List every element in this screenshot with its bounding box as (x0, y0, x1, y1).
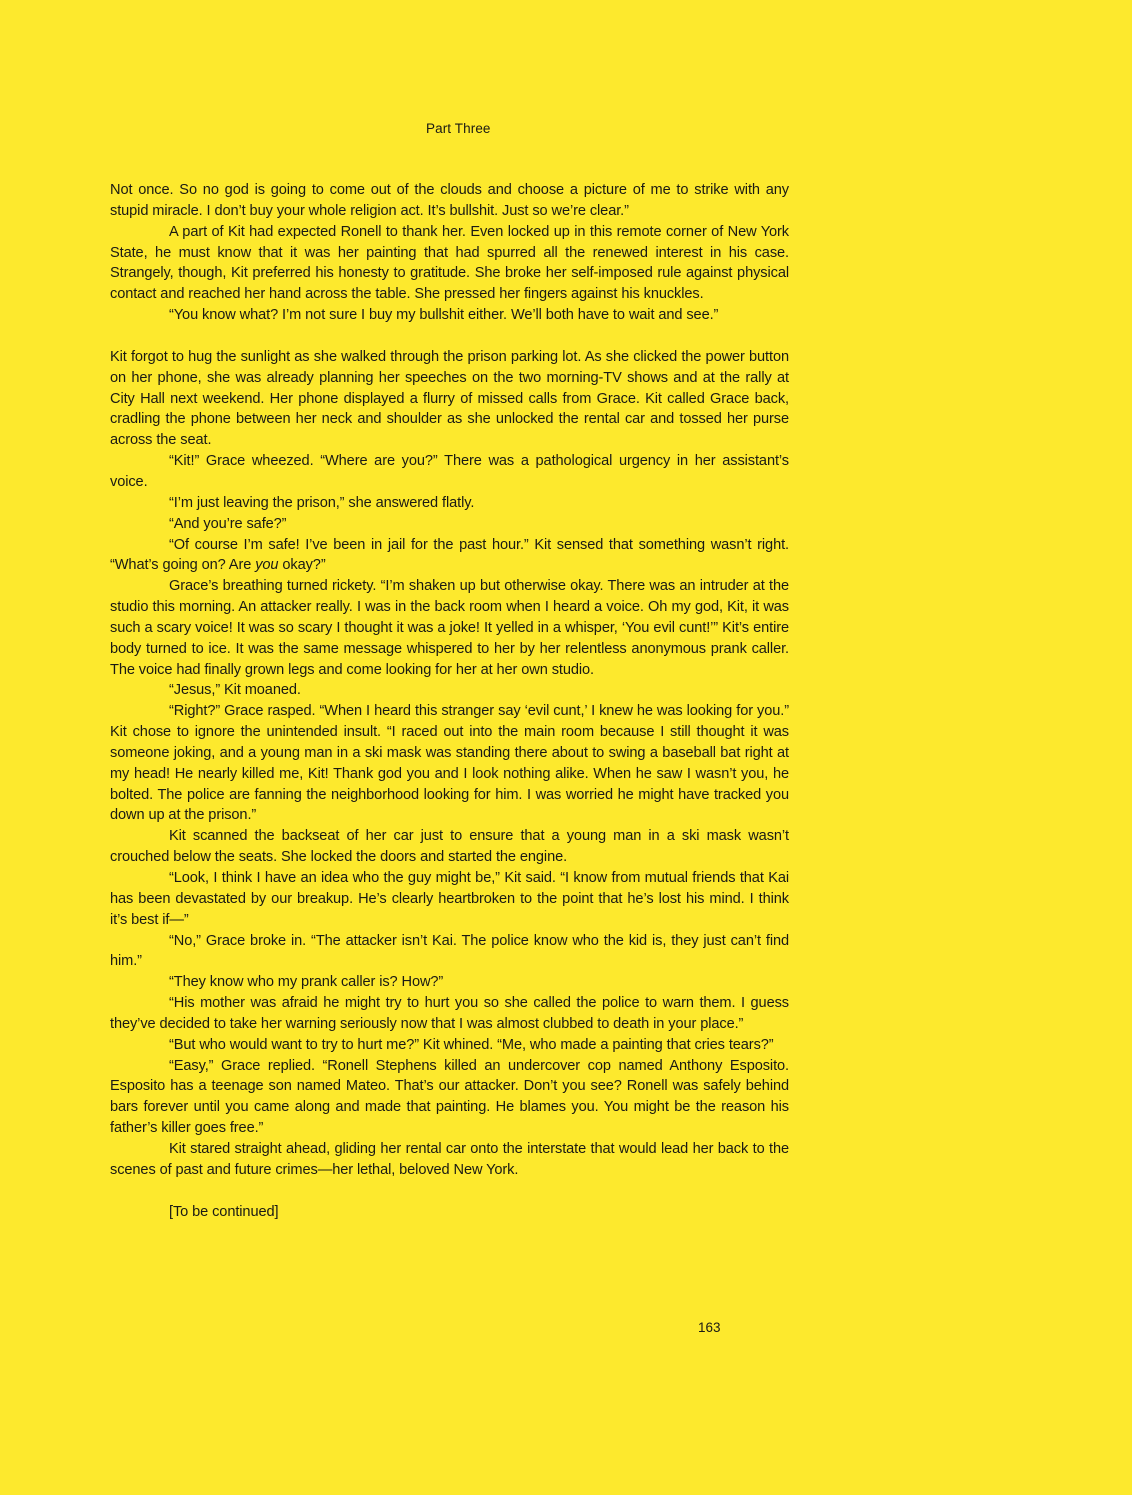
paragraph: Kit stared straight ahead, gliding her rental car onto the interstate that would lead her back to the scenes of past and future crimes—her lethal, beloved New York. (110, 1140, 789, 1178)
paragraph: “His mother was afraid he might try to hurt you so she called the police to warn them. I guess they’ve decided to take her warning seriously now that I was almost clubbed to death in your place.” (110, 995, 789, 1032)
paragraph: Not once. So no god is going to come out of the clouds and choose a picture of me to strike with any stupid miracle. I don’t buy your whole religion act. It’s bullshit. Just so we’re clear.” (110, 182, 789, 219)
paragraph: “Jesus,” Kit moaned. (169, 682, 301, 699)
paragraph: Kit scanned the backseat of her car just to ensure that a young man in a ski mask wasn’t crouched below the seats. She locked the doors and started the engine. (110, 828, 789, 866)
paragraph: “Easy,” Grace replied. “Ronell Stephens killed an undercover cop named Anthony Esposito. Esposito has a teenage son named Mateo. That’s our attacker. Don’t you see? Ronell was safely behind bars forever until you came along and made that painting. He blames you. You might be the reason his father’s killer goes free.” (110, 1057, 789, 1137)
paragraph: “They know who my prank caller is? How?” (169, 974, 444, 991)
paragraph: “Look, I think I have an idea who the guy might be,” Kit said. “I know from mutual friends that Kai has been devastated by our breakup. He’s clearly heartbroken to the point that he’s lost his mind. I think it’s best if—” (110, 870, 789, 928)
paragraph: “Kit!” Grace wheezed. “Where are you?” There was a pathological urgency in her assistant’s voice. (110, 453, 789, 490)
paragraph: “Right?” Grace rasped. “When I heard this stranger say ‘evil cunt,’ I knew he was looking for you.” Kit chose to ignore the unintended insult. “I raced out into the main room because I still thought it was someone joking, and a young man in a ski mask was standing there about to swing a baseball bat right at my head! He nearly killed me, Kit! Thank god you and I look nothing alike. When he saw I wasn’t you, he bolted. The police are fanning the neighborhood looking for him. I was worried he might have tracked you down up at the prison.” (110, 703, 789, 824)
paragraph: “I’m just leaving the prison,” she answered flatly. (169, 494, 475, 511)
page-number: 163 (698, 1320, 721, 1335)
paragraph: “You know what? I’m not sure I buy my bullshit either. We’ll both have to wait and see.” (169, 307, 719, 324)
paragraph: “But who would want to try to hurt me?” Kit whined. “Me, who made a painting that cries tears?” (169, 1036, 774, 1053)
paragraph (110, 535, 789, 577)
emphasis-text: you (255, 557, 279, 574)
paragraph: A part of Kit had expected Ronell to thank her. Even locked up in this remote corner of New York State, he must know that it was her painting that had spurred all the renewed interest in his case. Strangely, though, Kit preferred his honesty to gratitude. She broke her self-imposed rule against physical contact and reached her hand across the table. She pressed her fingers against his knuckles. (110, 223, 789, 303)
running-head: Part Three (426, 121, 491, 136)
paragraph-section-start: Kit forgot to hug the sunlight as she walked through the prison parking lot. As she clicked the power button on her phone, she was already planning her speeches on the two morning-TV shows and at the rally at City Hall next weekend. Her phone displayed a flurry of missed calls from Grace. Kit called Grace back, cradling the phone between her neck and shoulder as she unlocked the rental car and tossed her purse across the seat. (110, 348, 789, 449)
paragraph: “No,” Grace broke in. “The attacker isn’t Kai. The police know who the kid is, they just can’t find him.” (110, 932, 789, 970)
to-be-continued: [To be continued] (169, 1203, 279, 1220)
paragraph: Grace’s breathing turned rickety. “I’m shaken up but otherwise okay. There was an intruder at the studio this morning. An attacker really. I was in the back room when I heard a voice. Oh my god, Kit, it was such a scary voice! It was so scary I thought it was a joke! It yelled in a whisper, ‘You evil cunt!’” Kit’s entire body turned to ice. It was the same message whispered to her by her relentless anonymous prank caller. The voice had finally grown legs and come looking for her at her own studio. (110, 578, 789, 678)
body-text (110, 180, 789, 1223)
paragraph: “And you’re safe?” (169, 515, 287, 532)
paragraph-text: “Of course I’m safe! I’ve been in jail for the past hour.” Kit sensed that something wasn’t right. “What’s going on? Are (110, 536, 789, 574)
paragraph-text: okay?” (278, 557, 326, 574)
